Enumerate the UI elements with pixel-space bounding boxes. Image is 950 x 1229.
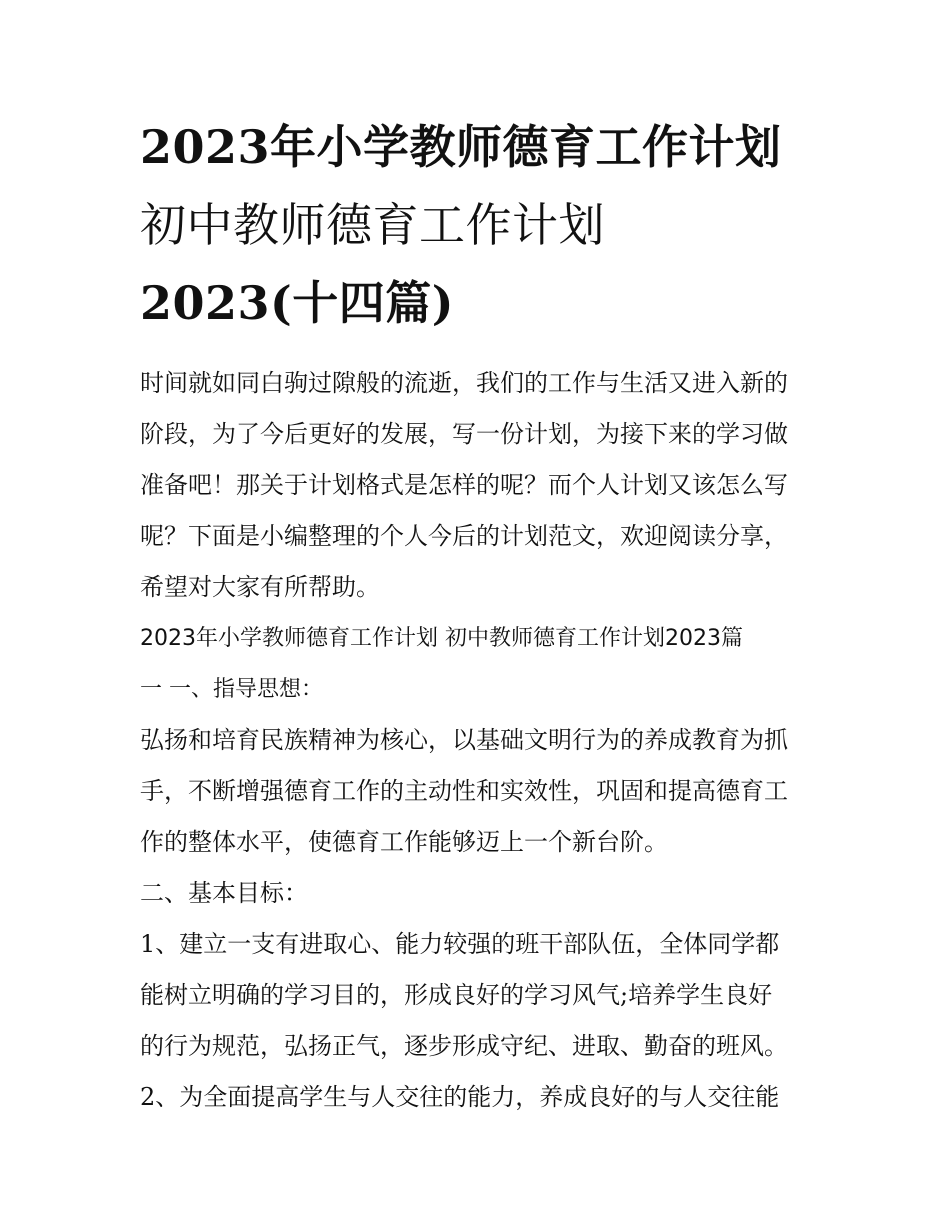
intro-line-5: 希望对大家有所帮助。 [140,573,380,601]
intro-paragraph [140,358,820,613]
goal-1-line-3: 的行为规范，弘扬正气，逐步形成守纪、进取、勤奋的班风。 [140,1032,788,1060]
guiding-line-3: 作的整体水平，使德育工作能够迈上一个新台阶。 [140,828,668,856]
goal-2-paragraph [140,1072,820,1123]
guiding-line-1: 弘扬和培育民族精神为核心，以基础文明行为的养成教育为抓 [140,726,788,754]
section-heading-line-1: 2023年小学教师德育工作计划 初中教师德育工作计划2023篇 [140,626,743,651]
goal-1-line-2: 能树立明确的学习目的，形成良好的学习风气;培养学生良好 [140,981,773,1009]
section-heading-line-2: 一 一、指导思想： [140,677,323,702]
intro-line-1: 时间就如同白驹过隙般的流逝，我们的工作与生活又进入新的 [140,369,788,397]
goals-heading [140,868,820,919]
guiding-line-2: 手，不断增强德育工作的主动性和实效性，巩固和提高德育工 [140,777,788,805]
title-line-3: 2023(十四篇) [140,276,455,330]
intro-line-4: 呢？下面是小编整理的个人今后的计划范文，欢迎阅读分享， [140,522,788,550]
goal-1-paragraph [140,919,820,1072]
document-page [140,108,820,1123]
title-line-2: 初中教师德育工作计划 [140,198,605,252]
goal-2-line-1: 2、为全面提高学生与人交往的能力，养成良好的与人交往能 [140,1083,780,1111]
document-title [140,108,820,342]
goal-1-line-1: 1、建立一支有进取心、能力较强的班干部队伍，全体同学都 [140,930,780,958]
guiding-thought-paragraph [140,715,820,868]
title-line-1: 2023年小学教师德育工作计划 [140,120,782,174]
intro-line-3: 准备吧！那关于计划格式是怎样的呢？而个人计划又该怎么写 [140,471,788,499]
section-heading [140,613,820,715]
intro-line-2: 阶段，为了今后更好的发展，写一份计划，为接下来的学习做 [140,420,788,448]
goals-heading-text: 二、基本目标： [140,879,308,907]
